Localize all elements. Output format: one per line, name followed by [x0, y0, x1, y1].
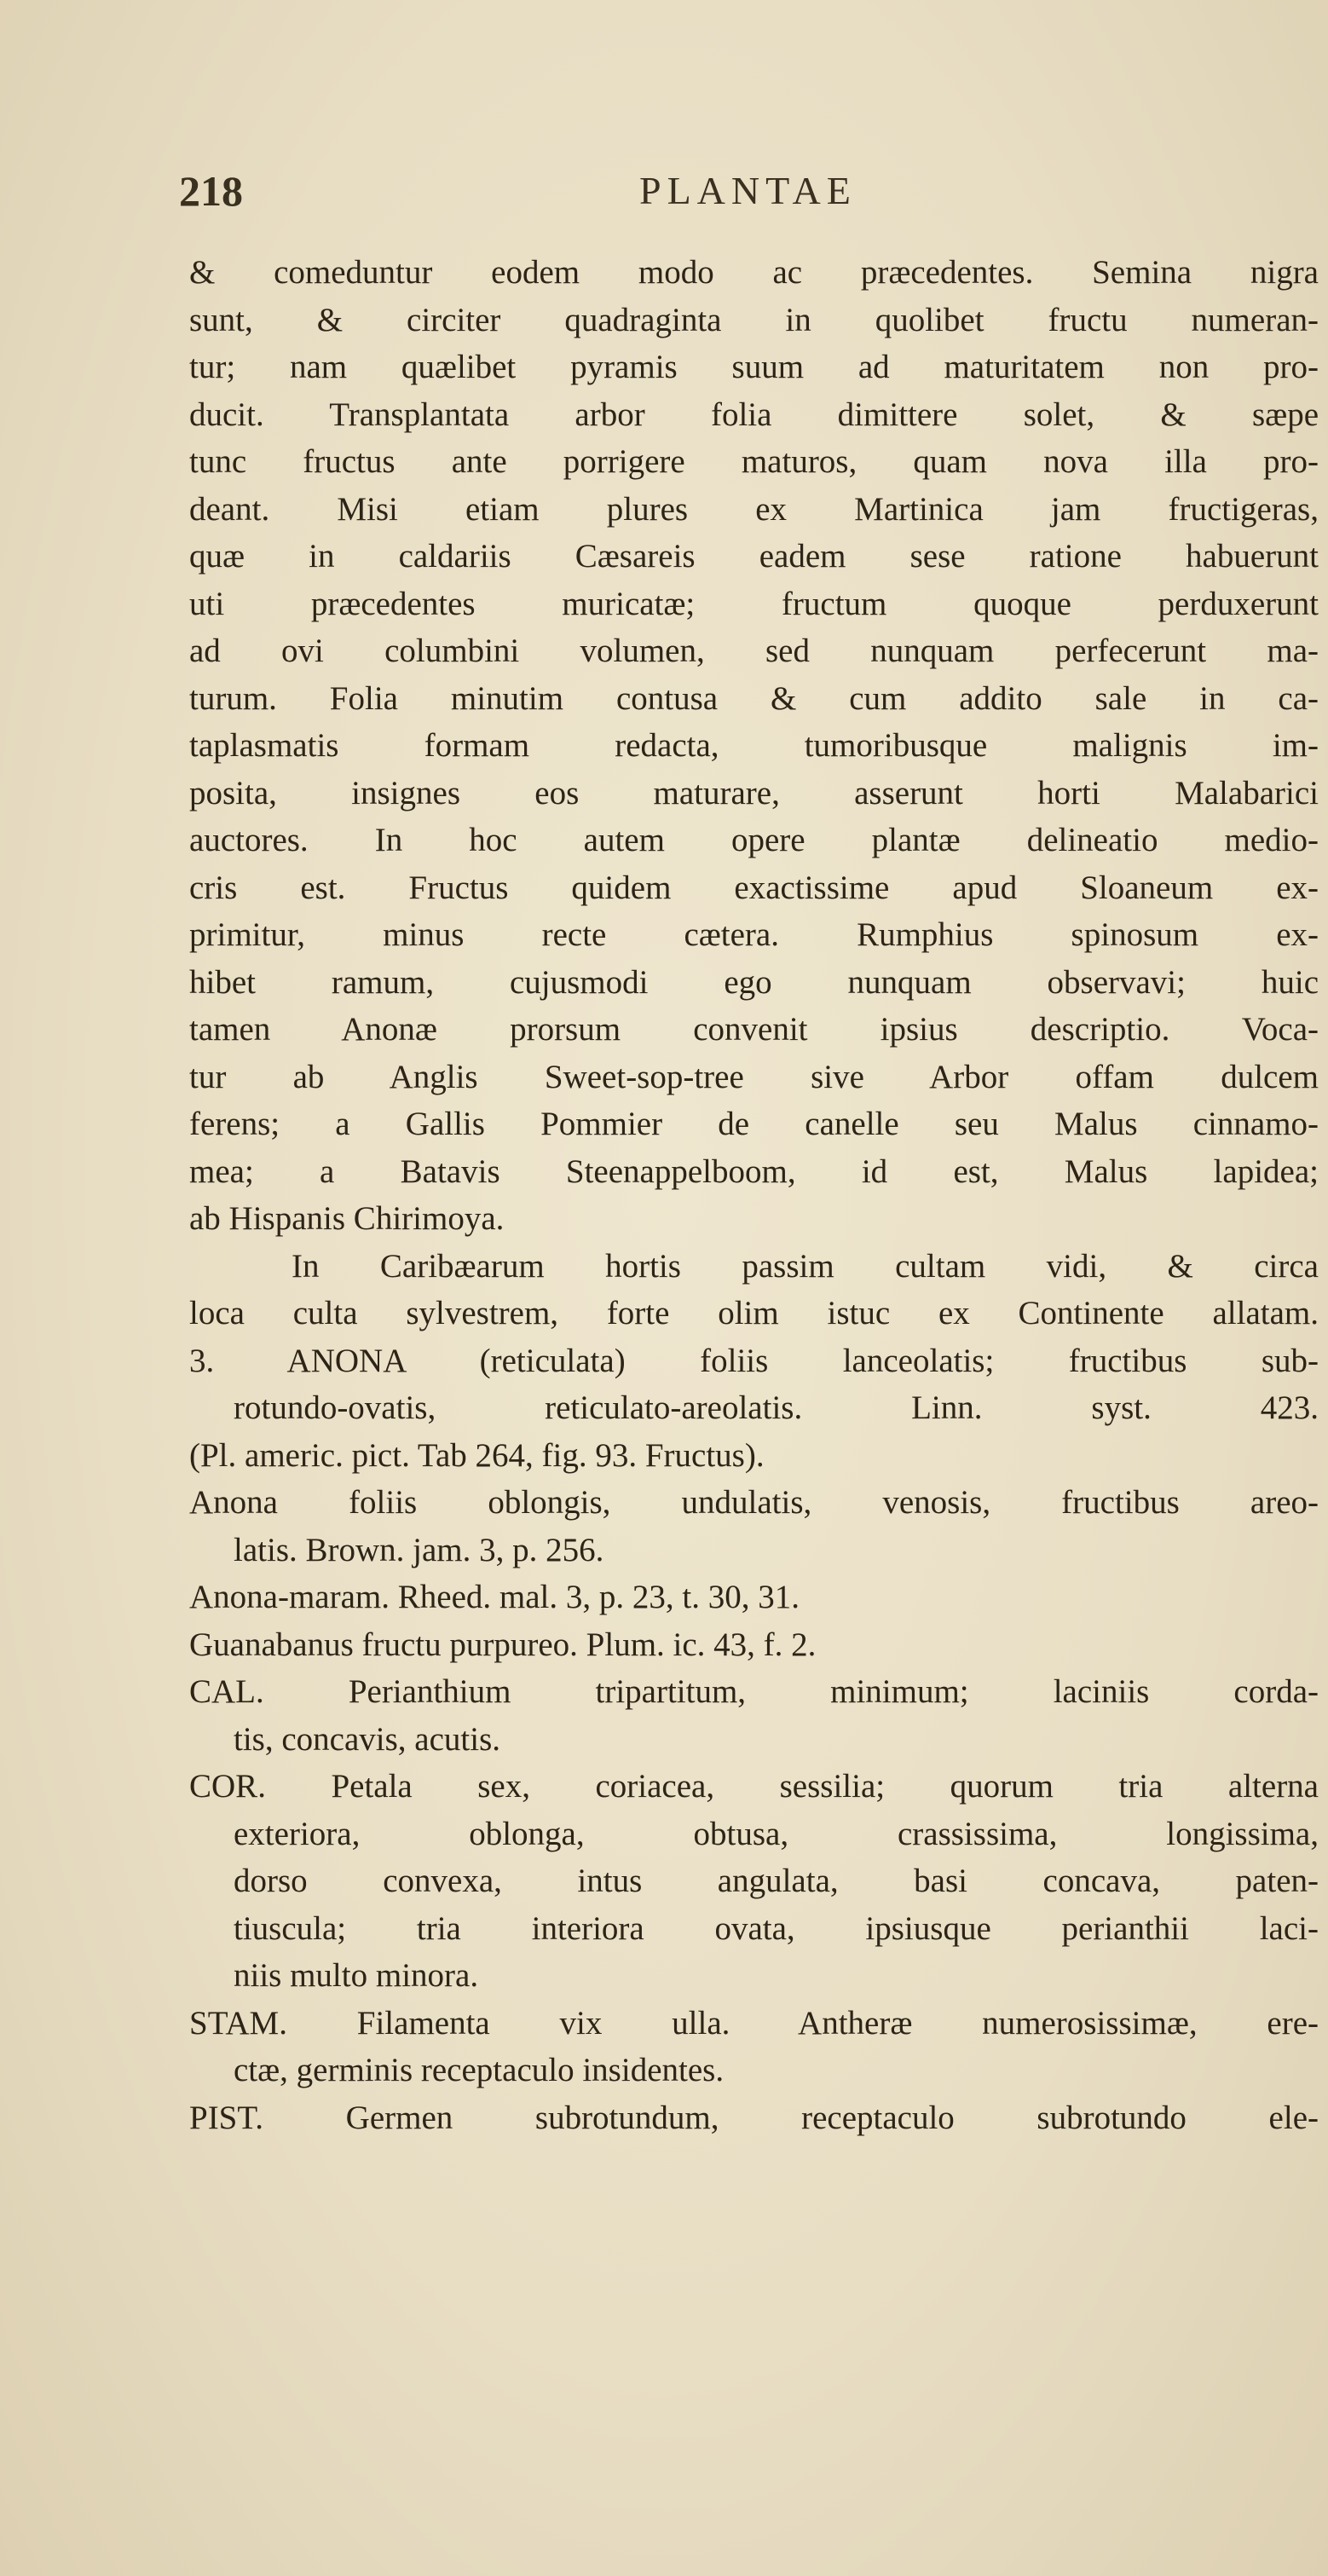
text-line: tunc fructus ante porrigere maturos, quam nova illa pro- — [189, 443, 1319, 480]
text-line: tur ab Anglis Sweet-sop-tree sive Arbor offam dulcem — [189, 1058, 1319, 1095]
text-line: COR. Petala sex, coriacea, sessilia; quorum tria alterna — [189, 1768, 1319, 1805]
text-line: exteriora, oblonga, obtusa, crassissima, longissima, — [234, 1815, 1319, 1852]
text-line: deant. Misi etiam plures ex Martinica jam fructigeras, — [189, 490, 1319, 528]
text-line: STAM. Filamenta vix ulla. Antheræ numerosissimæ, ere- — [189, 2004, 1319, 2042]
species-heading: 3. ANONA (reticulata) foliis lanceolatis; fructibus sub- — [189, 1342, 1319, 1379]
text-line: In Caribæarum hortis passim cultam vidi, & circa — [292, 1247, 1319, 1285]
text-line: auctores. In hoc autem opere plantæ delineatio medio- — [189, 822, 1319, 858]
text-line: ferens; a Gallis Pommier de canelle seu Malus cinnamo- — [189, 1106, 1319, 1142]
text-line: tur; nam quælibet pyramis suum ad maturitatem non pro- — [189, 349, 1319, 385]
text-line: latis. Brown. jam. 3, p. 256. — [234, 1531, 604, 1568]
text-line: mea; a Batavis Steenappelboom, id est, Malus lapidea; — [189, 1152, 1319, 1190]
text-line: tiuscula; tria interiora ovata, ipsiusque perianthii laci- — [234, 1909, 1319, 1947]
text-line: turum. Folia minutim contusa & cum addito sale in ca- — [189, 679, 1319, 717]
text-line: uti præcedentes muricatæ; fructum quoque perduxerunt — [189, 585, 1319, 622]
text-line: ad ovi columbini volumen, sed nunquam perfecerunt ma- — [189, 632, 1319, 669]
text-line: ducit. Transplantata arbor folia dimittere solet, & sæpe — [189, 396, 1319, 433]
body-text — [189, 249, 1319, 2141]
text-line: ab Hispanis Chirimoya. — [189, 1200, 505, 1237]
page-number: 218 — [179, 167, 243, 215]
text-line: dorso convexa, intus angulata, basi concava, paten- — [234, 1863, 1319, 1899]
text-line: niis multo minora. — [234, 1957, 479, 1994]
text-line: cris est. Fructus quidem exactissime apud Sloaneum ex- — [189, 869, 1319, 906]
running-head: PLANTAE — [639, 169, 857, 212]
text-line: taplasmatis formam redacta, tumoribusque malignis im- — [189, 727, 1319, 764]
text-line: Anona foliis oblongis, undulatis, venosis, fructibus areo- — [189, 1484, 1319, 1521]
text-line: CAL. Perianthium tripartitum, minimum; laciniis corda- — [189, 1673, 1319, 1710]
text-line: loca culta sylvestrem, forte olim istuc ex Continente allatam. — [189, 1295, 1319, 1331]
text-line: PIST. Germen subrotundum, receptaculo subrotundo ele- — [189, 2099, 1319, 2136]
text-line: quæ in caldariis Cæsareis eadem sese ratione habuerunt — [189, 538, 1319, 575]
text-line: tis, concavis, acutis. — [234, 1720, 501, 1758]
text-line: ctæ, germinis receptaculo insidentes. — [234, 2052, 725, 2088]
text-line: Anona-maram. Rheed. mal. 3, p. 23, t. 30, 31. — [189, 1579, 800, 1615]
text-line: Guanabanus fructu purpureo. Plum. ic. 43, f. 2. — [189, 1626, 817, 1663]
text-line: primitur, minus recte cætera. Rumphius spinosum ex- — [189, 916, 1319, 953]
text-line: & comeduntur eodem modo ac præcedentes. Semina nigra — [189, 254, 1319, 291]
text-line: (Pl. americ. pict. Tab 264, fig. 93. Fructus). — [189, 1436, 765, 1474]
text-line: tamen Anonæ prorsum convenit ipsius descriptio. Voca- — [189, 1011, 1319, 1048]
text-line: rotundo-ovatis, reticulato-areolatis. Linn. syst. 423. — [234, 1389, 1319, 1426]
text-line: posita, insignes eos maturare, asserunt horti Malabarici — [189, 774, 1319, 811]
text-line: hibet ramum, cujusmodi ego nunquam observavi; huic — [189, 963, 1319, 1001]
text-line: sunt, & circiter quadraginta in quolibet fructu numeran- — [189, 301, 1319, 338]
page-header — [179, 166, 1321, 217]
